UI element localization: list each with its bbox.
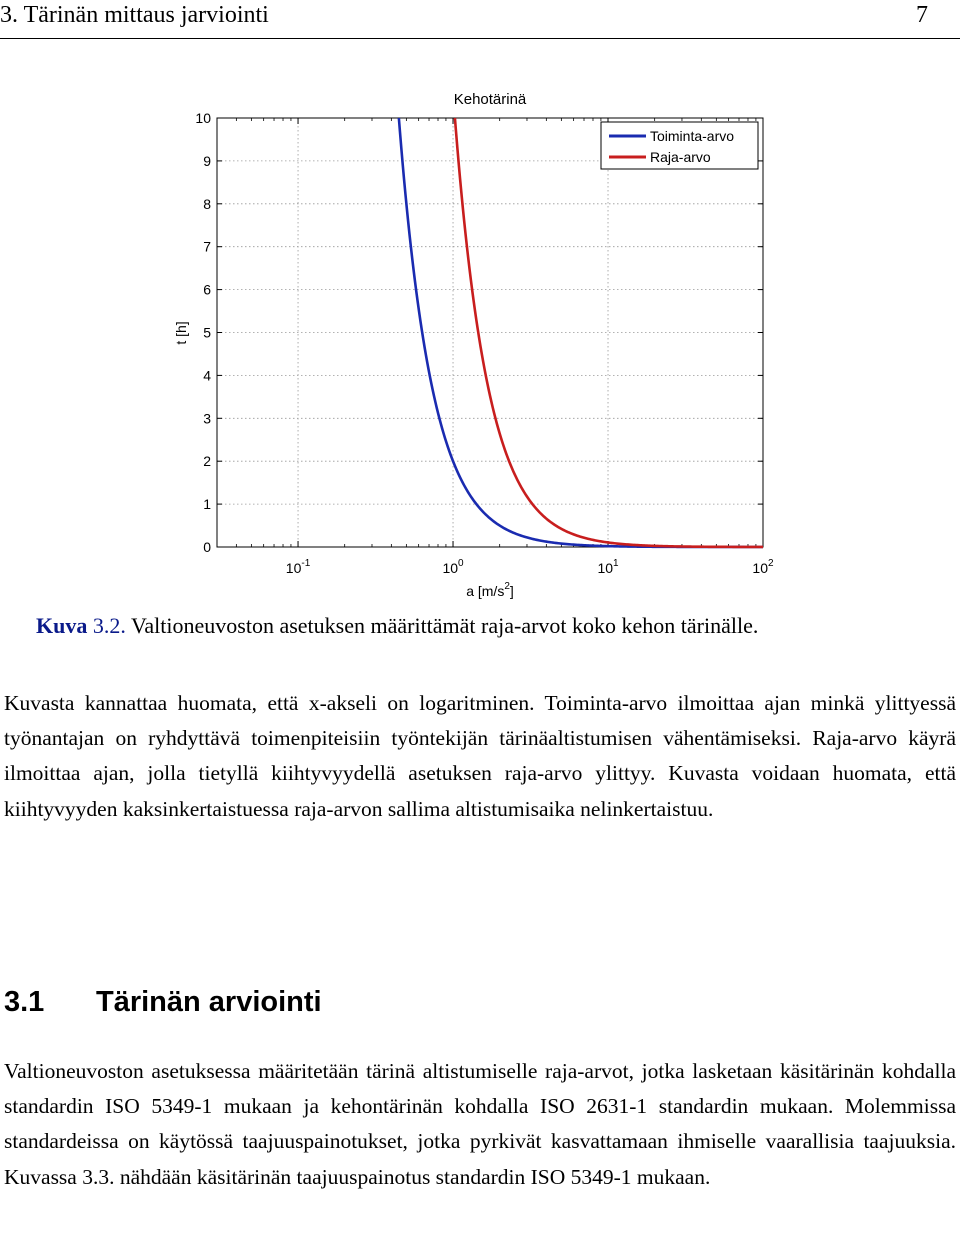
paragraph-2: Valtioneuvoston asetuksessa määritetään tärinä altistumiselle raja-arvot, jotka lasketaan käsitärinän kohdalla standardin ISO 5349-1 mukaan ja kehontärinän kohdalla ISO 2631-1 standardin mukaan. Molemmissa standardeissa on käytössä taajuuspainotukset, jotka pyrkivät kasvattamaan ihmiselle vaarallisia taajuuksia. Kuvassa 3.3. nähdään käsitärinän taajuuspainotus standardin ISO 5349-1 mukaan.: [4, 1059, 956, 1189]
y-tick-label: 4: [203, 367, 211, 384]
x-tick-label: $10^2$: [752, 558, 774, 576]
chart: [160, 82, 800, 602]
y-tick-label: 7: [203, 238, 211, 255]
y-tick-label: 0: [203, 539, 211, 555]
caption-label: Kuva: [36, 613, 88, 638]
legend-label-toiminta-arvo: Toiminta-arvo: [650, 128, 735, 144]
y-tick-label: 9: [203, 152, 211, 169]
chart-legend: [601, 122, 758, 169]
x-tick-label: $10^1$: [597, 558, 619, 576]
section-title: Tärinän arviointi: [96, 986, 322, 1018]
chart-grid: [217, 118, 763, 547]
caption-text: Valtioneuvoston asetuksen määrittämät raja-arvot koko kehon tärinälle.: [130, 613, 759, 638]
page-number: 7: [916, 2, 928, 28]
x-tick-label: $10^{-1}$: [285, 558, 311, 576]
y-tick-label: 6: [203, 281, 211, 298]
y-tick-label: 1: [203, 496, 211, 513]
figure: [160, 82, 800, 607]
legend-label-raja-arvo: Raja-arvo: [650, 149, 711, 165]
x-tick-label: $10^0$: [442, 558, 464, 576]
y-tick-label: 2: [203, 453, 211, 470]
section-number: 3.1: [4, 986, 45, 1018]
caption-number: 3.2.: [92, 613, 126, 638]
y-axis-label: t [h]: [173, 321, 189, 345]
x-axis-label: a $[m/s^2]$: [466, 581, 514, 599]
chart-title: Kehotärinä: [453, 91, 527, 108]
y-tick-label: 3: [203, 410, 211, 427]
figure-caption: [36, 613, 758, 639]
x-axis: [217, 118, 774, 576]
header-rule: [0, 38, 960, 39]
y-tick-label: 5: [203, 324, 211, 341]
paragraph-1: Kuvasta kannattaa huomata, että x-akseli on logaritminen. Toiminta-arvo ilmoittaa ajan minkä ylittyessä työnantajan on ryhdyttävä toimenpiteisiin työntekijän tärinäaltistumisen vähentämiseksi. Raja-arvo käyrä ilmoittaa ajan, jolla tietyllä kiihtyvyydellä asetuksen raja-arvo ylittyy. Kuvasta voidaan huomata, että kiihtyvyyden kaksinkertaistuessa raja-arvon sallima altistumisaika nelinkertaistuu.: [4, 691, 956, 821]
section-heading: [4, 986, 322, 1019]
running-header-title: 3. Tärinän mittaus jarviointi: [0, 2, 269, 28]
y-tick-label: 8: [203, 195, 211, 212]
y-tick-label: 10: [195, 110, 211, 126]
